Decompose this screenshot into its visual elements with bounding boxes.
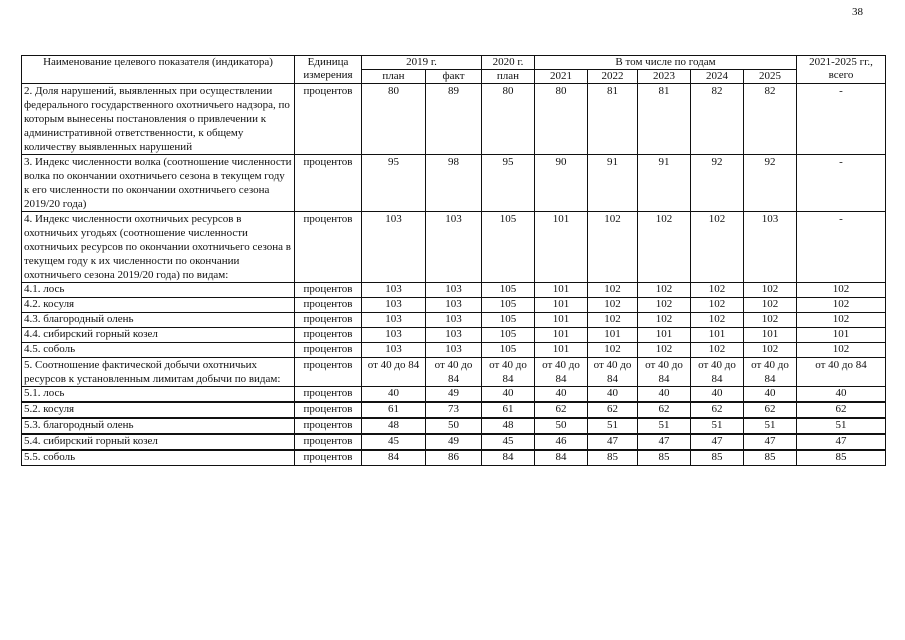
cell-plan-2020: от 40 до 84 (482, 358, 535, 387)
row-unit: процентов (295, 212, 362, 283)
cell-plan-2019: 103 (362, 343, 426, 358)
cell-plan-2020: 105 (482, 343, 535, 358)
cell-plan-2019: 103 (362, 212, 426, 283)
cell-2021: 62 (535, 402, 588, 418)
indicators-body (22, 84, 886, 466)
cell-2022: 102 (588, 298, 638, 313)
table-row (22, 283, 886, 298)
cell-2025: 102 (744, 283, 797, 298)
cell-2022: 91 (588, 155, 638, 212)
table-row (22, 434, 886, 450)
cell-total: 62 (797, 402, 886, 418)
table-row (22, 313, 886, 328)
cell-2022: 47 (588, 434, 638, 450)
cell-plan-2020: 40 (482, 387, 535, 403)
row-unit: процентов (295, 298, 362, 313)
cell-total: 85 (797, 450, 886, 466)
cell-2021: 40 (535, 387, 588, 403)
cell-plan-2019: 80 (362, 84, 426, 155)
cell-plan-2020: 61 (482, 402, 535, 418)
cell-plan-2020: 105 (482, 212, 535, 283)
cell-plan-2020: 48 (482, 418, 535, 434)
cell-total: 102 (797, 298, 886, 313)
cell-plan-2019: 84 (362, 450, 426, 466)
header-name: Наименование целевого показателя (индикатора) (22, 56, 295, 84)
cell-2023: 51 (638, 418, 691, 434)
cell-fact-2019: 49 (426, 387, 482, 403)
cell-2023: 47 (638, 434, 691, 450)
cell-2024: 92 (691, 155, 744, 212)
cell-2021: 46 (535, 434, 588, 450)
cell-2024: 82 (691, 84, 744, 155)
cell-total: 47 (797, 434, 886, 450)
cell-fact-2019: 98 (426, 155, 482, 212)
row-unit: процентов (295, 328, 362, 343)
cell-plan-2019: 103 (362, 283, 426, 298)
cell-2025: 51 (744, 418, 797, 434)
cell-2025: 102 (744, 313, 797, 328)
cell-plan-2019: 61 (362, 402, 426, 418)
cell-plan-2020: 105 (482, 328, 535, 343)
row-name: 4.2. косуля (22, 298, 295, 313)
cell-2025: 62 (744, 402, 797, 418)
cell-fact-2019: 103 (426, 298, 482, 313)
cell-2024: 85 (691, 450, 744, 466)
cell-2024: 102 (691, 313, 744, 328)
header-unit: Единица измерения (295, 56, 362, 84)
indicators-table (21, 55, 886, 466)
cell-2023: 81 (638, 84, 691, 155)
cell-fact-2019: 49 (426, 434, 482, 450)
cell-fact-2019: 73 (426, 402, 482, 418)
cell-total: 102 (797, 313, 886, 328)
cell-plan-2019: 40 (362, 387, 426, 403)
cell-2022: 102 (588, 313, 638, 328)
cell-2024: 102 (691, 343, 744, 358)
cell-fact-2019: 89 (426, 84, 482, 155)
row-unit: процентов (295, 358, 362, 387)
cell-total: 51 (797, 418, 886, 434)
cell-total: 101 (797, 328, 886, 343)
cell-plan-2020: 45 (482, 434, 535, 450)
table-row (22, 84, 886, 155)
cell-2023: 102 (638, 313, 691, 328)
cell-plan-2020: 80 (482, 84, 535, 155)
cell-2021: 101 (535, 212, 588, 283)
row-name: 4.4. сибирский горный козел (22, 328, 295, 343)
cell-plan-2019: 95 (362, 155, 426, 212)
cell-2021: 101 (535, 328, 588, 343)
header-2020: 2020 г. (482, 56, 535, 70)
cell-fact-2019: от 40 до 84 (426, 358, 482, 387)
table-row (22, 155, 886, 212)
row-unit: процентов (295, 343, 362, 358)
cell-plan-2020: 95 (482, 155, 535, 212)
row-unit: процентов (295, 450, 362, 466)
cell-2022: 101 (588, 328, 638, 343)
cell-2025: 102 (744, 298, 797, 313)
row-name: 5.3. благородный олень (22, 418, 295, 434)
header-year-2023: 2023 (638, 70, 691, 84)
cell-2022: 102 (588, 212, 638, 283)
cell-2025: 92 (744, 155, 797, 212)
cell-total: 102 (797, 283, 886, 298)
header-year-2024: 2024 (691, 70, 744, 84)
cell-plan-2019: 103 (362, 298, 426, 313)
cell-total: 102 (797, 343, 886, 358)
cell-2024: 102 (691, 283, 744, 298)
cell-plan-2019: 103 (362, 313, 426, 328)
row-unit: процентов (295, 283, 362, 298)
cell-2021: 50 (535, 418, 588, 434)
row-name: 5.1. лось (22, 387, 295, 403)
cell-2023: 102 (638, 298, 691, 313)
cell-fact-2019: 103 (426, 328, 482, 343)
cell-2025: 47 (744, 434, 797, 450)
header-plan-2020: план (482, 70, 535, 84)
cell-2025: 40 (744, 387, 797, 403)
cell-2023: 40 (638, 387, 691, 403)
cell-fact-2019: 103 (426, 212, 482, 283)
cell-2025: 102 (744, 343, 797, 358)
header-by-years: В том числе по годам (535, 56, 797, 70)
cell-fact-2019: 103 (426, 313, 482, 328)
row-name: 4.5. соболь (22, 343, 295, 358)
cell-2022: 81 (588, 84, 638, 155)
cell-2023: 91 (638, 155, 691, 212)
row-name: 5.4. сибирский горный козел (22, 434, 295, 450)
row-name: 2. Доля нарушений, выявленных при осуществлении федерального государственного охотничьего надзора, по которым вынесены постановления о привлечении к административной ответственности, к общему количеству выявленных нарушений (22, 84, 295, 155)
cell-2023: 101 (638, 328, 691, 343)
cell-2024: 102 (691, 298, 744, 313)
cell-plan-2019: 103 (362, 328, 426, 343)
cell-plan-2019: 45 (362, 434, 426, 450)
row-name: 4.3. благородный олень (22, 313, 295, 328)
cell-2022: 62 (588, 402, 638, 418)
table-row (22, 358, 886, 387)
cell-2021: 101 (535, 313, 588, 328)
cell-plan-2020: 84 (482, 450, 535, 466)
row-unit: процентов (295, 84, 362, 155)
cell-total: - (797, 84, 886, 155)
cell-2021: 101 (535, 298, 588, 313)
cell-2021: 84 (535, 450, 588, 466)
table-row (22, 212, 886, 283)
cell-2024: 62 (691, 402, 744, 418)
row-name: 3. Индекс численности волка (соотношение численности волка по окончании охотничьего сезона в текущем году к его численности по окончании охотничьего сезона 2019/20 года) (22, 155, 295, 212)
header-fact-2019: факт (426, 70, 482, 84)
cell-2025: от 40 до 84 (744, 358, 797, 387)
page-number: 38 (852, 6, 863, 18)
cell-plan-2020: 105 (482, 313, 535, 328)
cell-2021: 80 (535, 84, 588, 155)
cell-2021: 101 (535, 343, 588, 358)
cell-2025: 82 (744, 84, 797, 155)
cell-2025: 85 (744, 450, 797, 466)
row-name: 5.5. соболь (22, 450, 295, 466)
cell-2024: 40 (691, 387, 744, 403)
cell-2021: 90 (535, 155, 588, 212)
header-row-1 (22, 56, 886, 70)
cell-2025: 103 (744, 212, 797, 283)
cell-fact-2019: 50 (426, 418, 482, 434)
header-year-2021: 2021 (535, 70, 588, 84)
cell-2024: 51 (691, 418, 744, 434)
row-unit: процентов (295, 434, 362, 450)
cell-2022: 40 (588, 387, 638, 403)
cell-2022: от 40 до 84 (588, 358, 638, 387)
table-row (22, 450, 886, 466)
cell-total: - (797, 212, 886, 283)
cell-2022: 102 (588, 343, 638, 358)
cell-total: от 40 до 84 (797, 358, 886, 387)
cell-2023: 102 (638, 212, 691, 283)
table-row (22, 418, 886, 434)
header-plan-2019: план (362, 70, 426, 84)
cell-fact-2019: 103 (426, 283, 482, 298)
header-total: 2021-2025 гг., всего (797, 56, 886, 84)
cell-2021: 101 (535, 283, 588, 298)
header-2019: 2019 г. (362, 56, 482, 70)
header-year-2022: 2022 (588, 70, 638, 84)
cell-2023: 102 (638, 283, 691, 298)
cell-2024: от 40 до 84 (691, 358, 744, 387)
cell-total: - (797, 155, 886, 212)
row-unit: процентов (295, 313, 362, 328)
table-row (22, 343, 886, 358)
row-name: 4. Индекс численности охотничьих ресурсов в охотничьих угодьях (соотношение численности охотничьих ресурсов по окончании охотничьего сезона в текущем году к их численности по окончании охотничьего сезона 2019/20 года) по видам: (22, 212, 295, 283)
row-name: 4.1. лось (22, 283, 295, 298)
cell-plan-2020: 105 (482, 298, 535, 313)
header-year-2025: 2025 (744, 70, 797, 84)
table-row (22, 298, 886, 313)
cell-2022: 102 (588, 283, 638, 298)
cell-plan-2019: 48 (362, 418, 426, 434)
cell-2023: 62 (638, 402, 691, 418)
cell-2024: 102 (691, 212, 744, 283)
row-name: 5.2. косуля (22, 402, 295, 418)
row-unit: процентов (295, 418, 362, 434)
cell-2024: 101 (691, 328, 744, 343)
table-row (22, 387, 886, 403)
table-row (22, 402, 886, 418)
row-unit: процентов (295, 155, 362, 212)
row-name: 5. Соотношение фактической добычи охотничьих ресурсов к установленным лимитам добычи по видам: (22, 358, 295, 387)
cell-2023: 102 (638, 343, 691, 358)
cell-fact-2019: 86 (426, 450, 482, 466)
cell-2025: 101 (744, 328, 797, 343)
cell-plan-2020: 105 (482, 283, 535, 298)
cell-2022: 85 (588, 450, 638, 466)
cell-2022: 51 (588, 418, 638, 434)
cell-2023: 85 (638, 450, 691, 466)
row-unit: процентов (295, 402, 362, 418)
cell-2024: 47 (691, 434, 744, 450)
cell-2021: от 40 до 84 (535, 358, 588, 387)
row-unit: процентов (295, 387, 362, 403)
cell-2023: от 40 до 84 (638, 358, 691, 387)
cell-total: 40 (797, 387, 886, 403)
cell-fact-2019: 103 (426, 343, 482, 358)
cell-plan-2019: от 40 до 84 (362, 358, 426, 387)
table-row (22, 328, 886, 343)
